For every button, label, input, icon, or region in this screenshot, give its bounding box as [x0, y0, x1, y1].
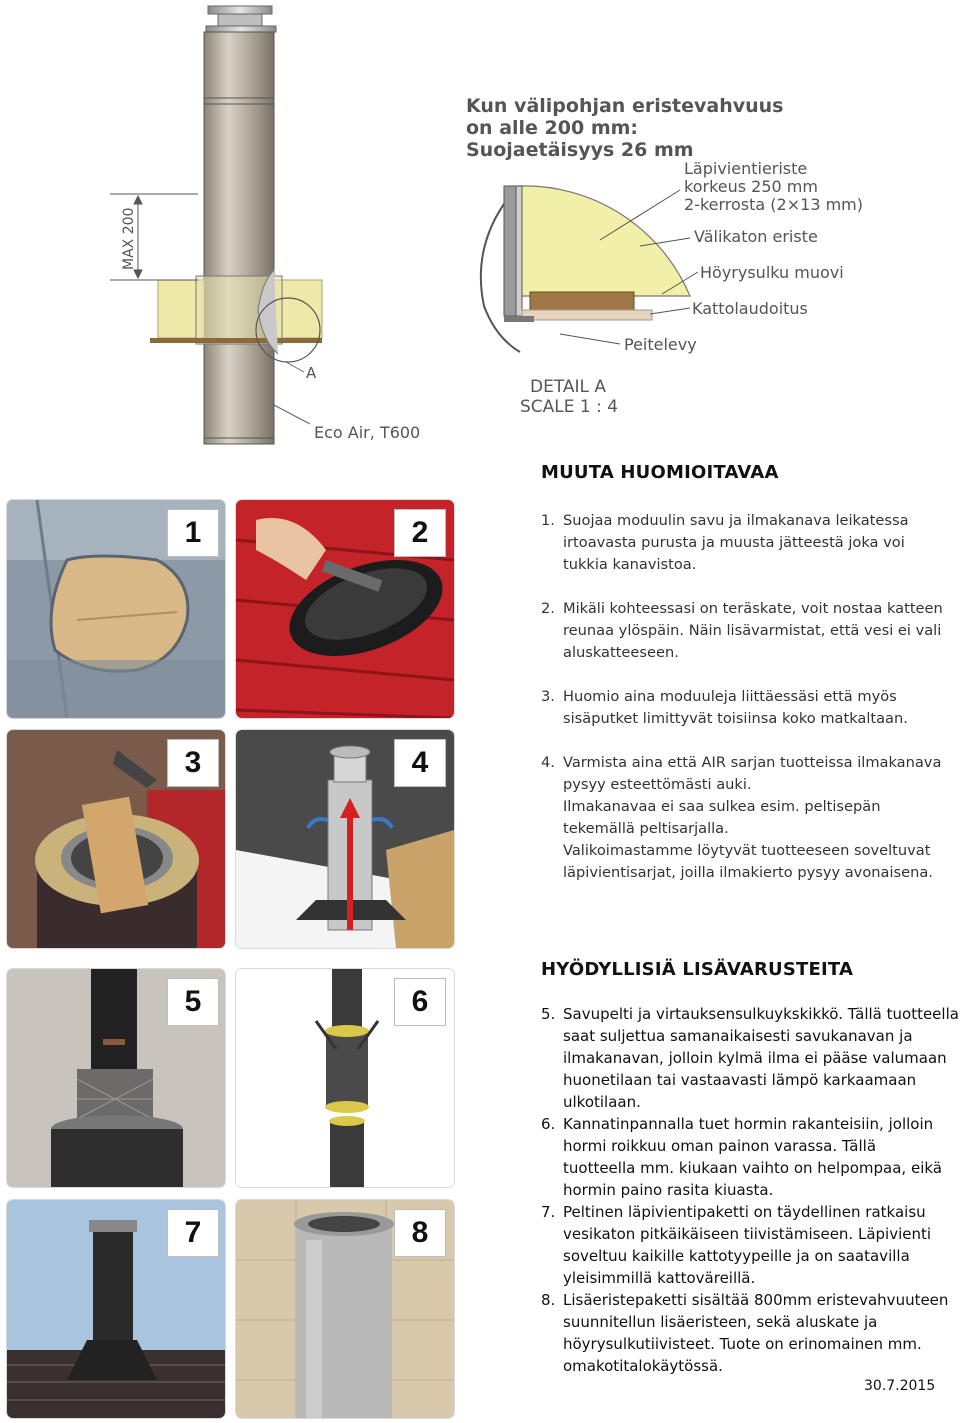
photo-8-extra-insulation [236, 1200, 454, 1418]
photo-number-1: 1 [167, 509, 219, 557]
accessory-line: Peltinen läpivientipaketti on täydellinen ratkaisu [563, 1203, 926, 1221]
photo-number-5: 5 [167, 978, 219, 1026]
photo-6-support-bracket [236, 969, 454, 1187]
photo-number-7: 7 [167, 1209, 219, 1257]
insulation-callout: Läpivientieriste korkeus 250 mm 2-kerrosta (2×13 mm) [684, 159, 863, 214]
detail-a-view [481, 186, 690, 352]
notes-list [541, 510, 960, 906]
accessory-line: höyrysulkutiivisteet. Tuote on erinomainen mm. [563, 1335, 922, 1353]
accessory-number: 8. [541, 1291, 556, 1309]
note-line: irtoavasta purusta ja muusta jätteestä joka voi [563, 534, 905, 551]
detail-scale-label: DETAIL A SCALE 1 : 4 [520, 377, 619, 417]
detail-a-label: A [306, 364, 317, 382]
photo-2-steel-roof-edge [236, 500, 454, 718]
note-line: sisäputket limittyvät toisiinsa koko matkaltaan. [563, 710, 908, 727]
accessory-line: Kannatinpannalla tuet hormin rakanteisiin, jolloin [563, 1115, 934, 1133]
note-number: 3. [541, 688, 555, 705]
max-label: MAX 200 [121, 207, 137, 270]
note-item-2 [541, 598, 960, 664]
note-number: 4. [541, 754, 555, 771]
accessory-line: omakotitalokäytössä. [563, 1357, 723, 1375]
accessory-line: hormi roikkuu oman painon varassa. Tällä [563, 1137, 877, 1155]
accessory-line: hormin paino rasita kiuasta. [563, 1181, 774, 1199]
accessory-line: Savupelti ja virtauksensulkuykskikkö. Tällä tuotteella [563, 1005, 959, 1023]
chimney-cap [206, 6, 276, 32]
note-line: tukkia kanavistoa. [563, 556, 697, 573]
photo-3-module-joint [7, 730, 225, 948]
accessory-line: saat suljettua samanaikaisesti savukanavan ja [563, 1027, 913, 1045]
note-line: Valikoimastamme löytyvät tuotteeseen soveltuvat [563, 842, 931, 859]
accessory-number: 6. [541, 1115, 556, 1133]
product-label: Eco Air, T600 [314, 423, 421, 442]
photo-5-damper [7, 969, 225, 1187]
accessory-line: suunnitellun lisäeristeen, sekä aluskate ja [563, 1313, 878, 1331]
note-item-3 [541, 686, 960, 730]
document-date: 30.7.2015 [864, 1378, 936, 1394]
note-line: pysyy esteettömästi auki. [563, 776, 752, 793]
accessories-list [541, 1003, 960, 1377]
note-item-4 [541, 752, 960, 884]
chimney-pipe [204, 32, 274, 444]
accessory-number: 7. [541, 1203, 556, 1221]
note-number: 1. [541, 512, 555, 529]
section-heading-accessories: HYÖDYLLISIÄ LISÄVARUSTEITA [541, 959, 854, 980]
note-line: tekemällä peltisarjalla. [563, 820, 729, 837]
ceiling-boards-callout: Kattolaudoitus [692, 299, 808, 318]
photo-number-4: 4 [394, 739, 446, 787]
note-number: 2. [541, 600, 555, 617]
accessory-item-8 [541, 1289, 960, 1377]
accessory-line: ilmakanavan, jolloin kylmä ilma ei pääse valumaan [563, 1049, 947, 1067]
accessory-number: 5. [541, 1005, 556, 1023]
accessory-line: soveltuu kaikille kattotyypeille ja on saatavilla [563, 1247, 910, 1265]
photo-number-8: 8 [394, 1209, 446, 1257]
accessory-line: ulkotilaan. [563, 1093, 641, 1111]
chimney-installation-diagram [0, 0, 960, 460]
note-line: Varmista aina että AIR sarjan tuotteissa ilmakanava [563, 754, 942, 771]
accessory-line: tuotteella mm. kiukaan vaihto on helpompaa, eikä [563, 1159, 942, 1177]
accessory-line: vesikaton pitkäikäiseen tiivistämiseen. Läpivienti [563, 1225, 932, 1243]
note-line: Ilmakanavaa ei saa sulkea esim. peltisepän [563, 798, 881, 815]
photo-7-roof-flashing [7, 1200, 225, 1418]
photo-4-air-channel [236, 730, 454, 948]
section-heading-notes: MUUTA HUOMIOITAVAA [541, 462, 779, 483]
photo-number-3: 3 [167, 739, 219, 787]
note-line: aluskatteeseen. [563, 644, 679, 661]
note-line: reunaa ylöspäin. Näin lisävarmistat, että vesi ei vali [563, 622, 942, 639]
photo-number-2: 2 [394, 509, 446, 557]
note-item-1 [541, 510, 960, 576]
note-line: Suojaa moduulin savu ja ilmakanava leikatessa [563, 512, 909, 529]
cover-plate-callout: Peitelevy [624, 335, 697, 354]
vapour-barrier-callout: Höyrysulku muovi [700, 263, 844, 282]
accessory-item-5 [541, 1003, 960, 1113]
accessory-item-7 [541, 1201, 960, 1289]
accessory-line: yleisimmillä kattoväreillä. [563, 1269, 756, 1287]
accessory-item-6 [541, 1113, 960, 1201]
accessory-line: Lisäeristepaketti sisältää 800mm eristevahvuuteen [563, 1291, 949, 1309]
accessory-line: huonetilaan tai vastaavasti lämpö karkaamaan [563, 1071, 917, 1089]
note-line: Huomio aina moduuleja liittäessäsi että myös [563, 688, 897, 705]
photo-number-6: 6 [394, 978, 446, 1026]
note-line: läpivientisarjat, joilla ilmakierto pysyy avonaisena. [563, 864, 933, 881]
photo-1-roof-cutout [7, 500, 225, 718]
diagram-title: Kun välipohjan eristevahvuus on alle 200 mm: Suojaetäisyys 26 mm [466, 95, 784, 161]
note-line: Mikäli kohteessasi on teräskate, voit nostaa katteen [563, 600, 943, 617]
ceiling-insulation-callout: Välikaton eriste [694, 227, 818, 246]
